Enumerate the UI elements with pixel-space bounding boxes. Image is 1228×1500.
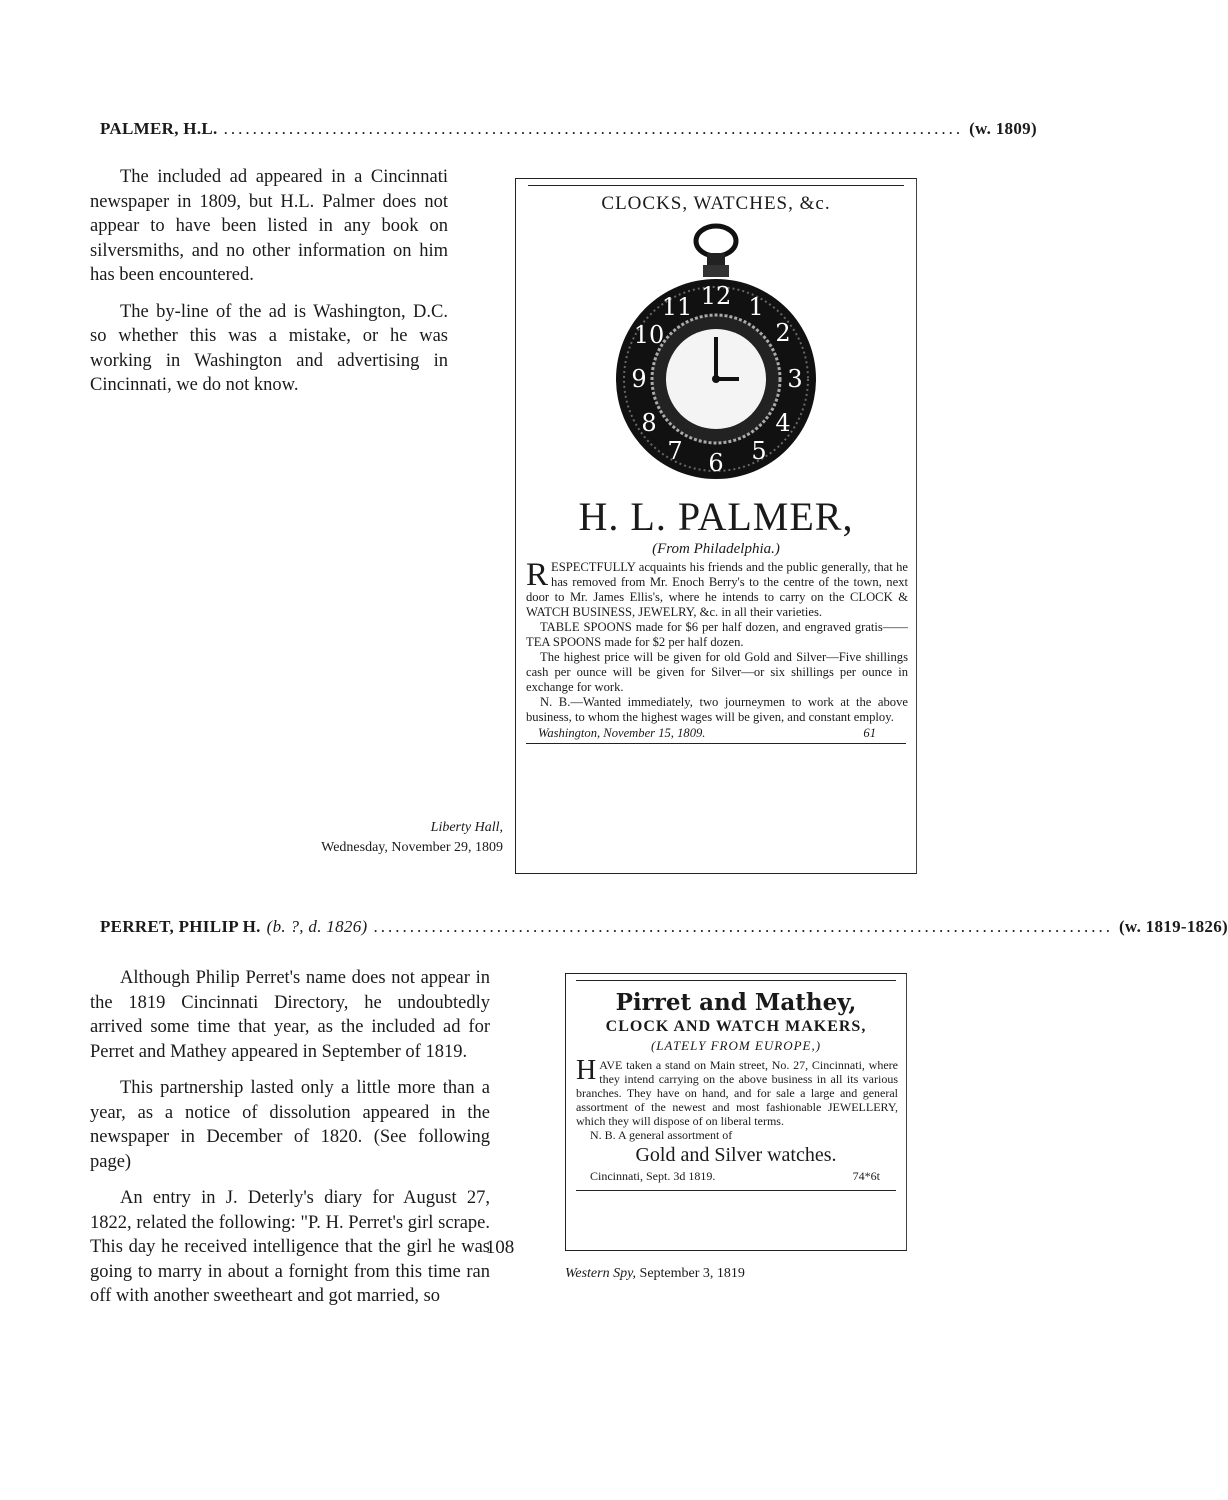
svg-text:5: 5 (751, 437, 767, 465)
ad-header: CLOCKS, WATCHES, &c. (601, 193, 831, 214)
page-number: 108 (485, 1237, 515, 1258)
entry-heading-perret (100, 917, 1228, 937)
divider (526, 743, 906, 744)
caption-date: Wednesday, November 29, 1809 (321, 840, 503, 855)
ad-footer-place: Washington, November 15, 1809. (538, 726, 706, 740)
caption-source: Western Spy, (565, 1266, 637, 1281)
caption-date: September 3, 1819 (639, 1266, 745, 1281)
ad-body (566, 1054, 906, 1142)
perret-text-column (90, 966, 490, 1321)
ad-paragraph: TABLE SPOONS made for $6 per half dozen, and engraved gratis——TEA SPOONS made for $2 per half dozen. (526, 620, 908, 649)
svg-text:7: 7 (667, 437, 683, 465)
svg-text:4: 4 (775, 409, 791, 437)
leader-dots: ...................................................................................................... (223, 119, 964, 138)
working-dates: (w. 1809) (969, 119, 1037, 138)
ad-footer-number: 61 (863, 726, 876, 740)
svg-text:3: 3 (787, 365, 803, 393)
paragraph: The included ad appeared in a Cincinnati newspaper in 1809, but H.L. Palmer does not appear to have been listed in any book on silversmiths, and no other information on him has been encountered. (90, 167, 448, 285)
divider (528, 185, 904, 186)
ad-title: Pirret and Mathey, (615, 989, 857, 1016)
palmer-advertisement (515, 178, 917, 874)
pocket-watch-icon (611, 219, 821, 489)
ad-footer-place: Cincinnati, Sept. 3d 1819. (590, 1169, 716, 1183)
life-dates: (b. ?, d. 1826) (266, 917, 368, 936)
palmer-ad-caption (260, 818, 503, 858)
entry-name: PALMER, H.L. (100, 119, 218, 138)
caption-source: Liberty Hall, (430, 820, 503, 835)
svg-text:10: 10 (633, 321, 665, 349)
palmer-text-column (90, 165, 448, 410)
ad-paragraph: N. B.—Wanted immediately, two journeymen to work at the above business, to whom the highest wages will be given, and constant employ. (526, 695, 908, 724)
svg-text:8: 8 (641, 409, 657, 437)
svg-text:6: 6 (708, 449, 724, 477)
ad-name: H. L. PALMER, (578, 494, 854, 539)
entry-name: PERRET, PHILIP H. (100, 917, 261, 936)
ad-note: N. B. A general assortment of (590, 1128, 733, 1142)
perret-mathey-advertisement (565, 973, 907, 1251)
divider (576, 1190, 896, 1191)
working-dates: (w. 1819-1826) (1118, 917, 1228, 936)
ad-origin: (LATELY FROM EUROPE,) (650, 1038, 822, 1053)
svg-text:1: 1 (748, 293, 764, 321)
svg-text:11: 11 (661, 293, 693, 321)
paragraph: This partnership lasted only a little more than a year, as a notice of dissolution appeared in the newspaper in December of 1820. (See following page) (90, 1078, 490, 1172)
paragraph: Although Philip Perret's name does not appear in the 1819 Cincinnati Directory, he undoubtedly arrived some time that year, as the included ad for Perret and Mathey appeared in September of 1819. (90, 968, 490, 1062)
ad-footer (516, 725, 916, 741)
ad-body (516, 558, 916, 725)
ad-paragraph: The highest price will be given for old Gold and Silver—Five shillings cash per ounce will be given for Silver—or six shillings per ounce in exchange for work. (526, 650, 908, 694)
svg-text:9: 9 (631, 365, 647, 393)
drop-cap: H (576, 1055, 597, 1086)
ad-footer (566, 1167, 906, 1184)
ad-gold-line: Gold and Silver watches. (635, 1144, 837, 1166)
entry-heading-palmer (100, 119, 1037, 139)
svg-text:2: 2 (775, 319, 791, 347)
ad-from: (From Philadelphia.) (652, 541, 780, 557)
divider (576, 980, 896, 981)
ad-footer-number: 74*6t (852, 1169, 880, 1183)
ad-subtitle: CLOCK AND WATCH MAKERS, (605, 1018, 867, 1035)
paragraph: The by-line of the ad is Washington, D.C. so whether this was a mistake, or he was working in Washington and advertising in Cincinnati, we do not know. (90, 301, 448, 395)
ad-paragraph: AVE taken a stand on Main street, No. 27, Cincinnati, where they intend carrying on the above business in all its various branches. They have on hand, and for sale a large and general assortment of the newest and most fashionable JEWELLERY, which they will dispose of on liberal terms. (576, 1058, 898, 1128)
perret-ad-caption (565, 1266, 745, 1282)
ad-paragraph: ESPECTFULLY acquaints his friends and the public generally, that he has removed from Mr. Enoch Berry's to the centre of the town, next door to Mr. James Ellis's, where he intends to carry on the CLOCK & WATCH BUSINESS, JEWELRY, &c. in all their varieties. (526, 560, 908, 619)
svg-text:12: 12 (700, 282, 732, 310)
leader-dots: ...................................................................................................... (373, 917, 1113, 936)
drop-cap: R (526, 557, 549, 593)
paragraph: An entry in J. Deterly's diary for August 27, 1822, related the following: "P. H. Perret's girl scrape. This day he received intelligence that the girl he was going to marry in about a fornight from this time ran off with another sweetheart and got married, so (90, 1188, 490, 1306)
